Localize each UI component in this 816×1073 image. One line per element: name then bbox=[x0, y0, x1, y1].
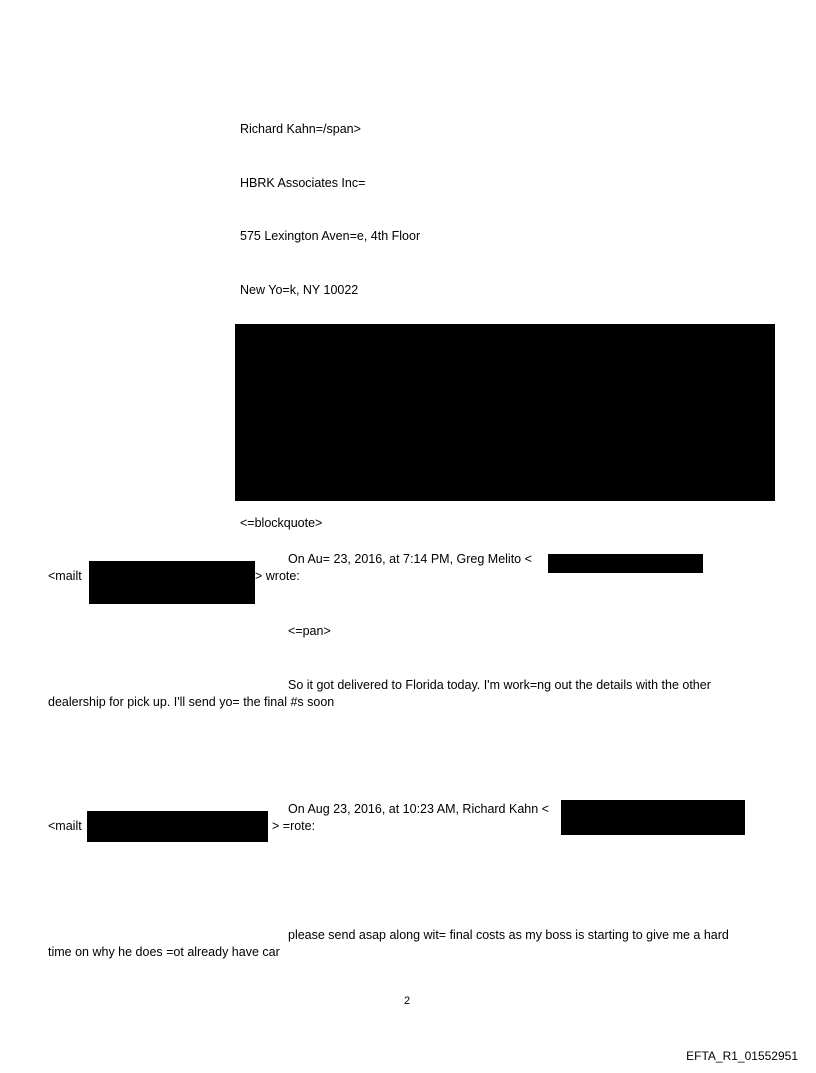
message2-wrote: > =rote: bbox=[272, 819, 316, 833]
message2-mailto-prefix: <mailt bbox=[48, 819, 82, 833]
message2-header: On Aug 23, 2016, at 10:23 AM, Richard Kahn < bbox=[288, 802, 549, 816]
message1-header: On Au= 23, 2016, at 7:14 PM, Greg Melito < bbox=[288, 552, 532, 566]
signature-city: New Yo=k, NY 10022 bbox=[240, 283, 359, 297]
redaction-block-large bbox=[235, 324, 775, 501]
signature-company: HBRK Associates Inc= bbox=[240, 176, 366, 190]
message2-body-line2: time on why he does =ot already have car bbox=[48, 945, 280, 959]
page-number: 2 bbox=[404, 995, 411, 1007]
document-id: EFTA_R1_01552951 bbox=[686, 1049, 798, 1063]
span-tag: <=pan> bbox=[288, 624, 331, 638]
redaction-mailto-1 bbox=[89, 561, 255, 604]
message1-wrote: > wrote: bbox=[255, 569, 300, 583]
signature-address: 575 Lexington Aven=e, 4th Floor bbox=[240, 229, 421, 243]
blockquote-tag: <=blockquote> bbox=[240, 516, 323, 530]
message1-body-line2: dealership for pick up. I'll send yo= the final #s soon bbox=[48, 695, 335, 709]
message2-body-line1: please send asap along wit= final costs as my boss is starting to give me a hard bbox=[288, 928, 729, 942]
redaction-mailto-2 bbox=[87, 811, 268, 842]
redaction-email-1 bbox=[548, 554, 703, 573]
redaction-email-2 bbox=[561, 800, 745, 835]
message1-mailto-prefix: <mailt bbox=[48, 569, 82, 583]
signature-name: Richard Kahn=/span> bbox=[240, 122, 361, 136]
message1-body-line1: So it got delivered to Florida today. I'm work=ng out the details with the other bbox=[288, 678, 711, 692]
